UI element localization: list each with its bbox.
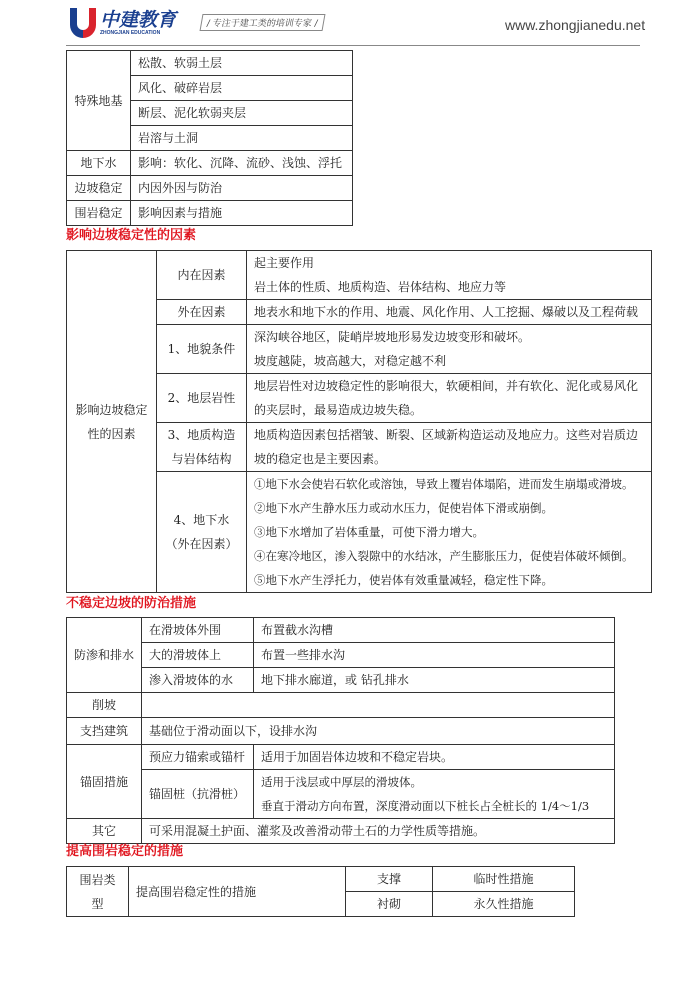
- cell: 在滑坡体外围: [142, 618, 254, 643]
- line: 深沟峡谷地区，陡峭岸坡地形易发边坡变形和破坏。: [254, 330, 531, 344]
- line: 适用于浅层或中厚层的滑坡体。: [261, 775, 422, 789]
- row-label: 其它: [67, 819, 142, 844]
- cell: 锚固桩（抗滑桩）: [142, 770, 254, 819]
- row-label: 边坡稳定: [67, 176, 131, 201]
- section-heading: 不稳定边坡的防治措施: [66, 596, 197, 611]
- summary-table: [66, 50, 353, 226]
- logo-text: 中建教育: [100, 9, 177, 31]
- cell: 内因外因与防治: [131, 176, 353, 201]
- cell: 围岩类型: [67, 867, 129, 917]
- cell: 适用于加固岩体边坡和不稳定岩块。: [254, 745, 615, 770]
- cell: 基础位于滑动面以下，设排水沟: [142, 718, 615, 745]
- factor: 4、地下水（外在因素）: [157, 472, 247, 593]
- cell: 渗入滑坡体的水: [142, 668, 254, 693]
- line: 岩土体的性质、地质构造、岩体结构、地应力等: [254, 280, 507, 294]
- cell: 影响因素与措施: [131, 201, 353, 226]
- surrounding-rock-table: [66, 866, 575, 917]
- cell: 永久性措施: [433, 892, 575, 917]
- prevention-table: [66, 617, 615, 844]
- cell: 支撑: [346, 867, 433, 892]
- line: ①地下水会使岩石软化或溶蚀，导致上覆岩体塌陷，进而发生崩塌或滑坡。: [254, 477, 634, 491]
- factor: 2、地层岩性: [157, 374, 247, 423]
- cell: 提高围岩稳定性的措施: [129, 867, 346, 917]
- section-heading: 影响边坡稳定性的因素: [66, 228, 197, 243]
- cell: 地下排水廊道，或 钻孔排水: [254, 668, 615, 693]
- row-label: 支挡建筑: [67, 718, 142, 745]
- cell: 布置一些排水沟: [254, 643, 615, 668]
- cell: 临时性措施: [433, 867, 575, 892]
- row-label: 防渗和排水: [67, 618, 142, 693]
- cell: 断层、泥化软弱夹层: [131, 101, 353, 126]
- cell: 大的滑坡体上: [142, 643, 254, 668]
- factor: 外在因素: [157, 300, 247, 325]
- cell: 影响：软化、沉降、流砂、浅蚀、浮托: [131, 151, 353, 176]
- line: 起主要作用: [254, 256, 315, 270]
- line: ②地下水产生静水压力或动水压力，促使岩体下滑或崩倒。: [254, 501, 553, 515]
- cell: 布置截水沟槽: [254, 618, 615, 643]
- line: ③地下水增加了岩体重量，可使下滑力增大。: [254, 525, 484, 539]
- main-label: 影响边坡稳定性的因素: [67, 251, 157, 593]
- row-label: 锚固措施: [67, 745, 142, 819]
- cell: 预应力锚索或锚杆: [142, 745, 254, 770]
- cell: 衬砌: [346, 892, 433, 917]
- brand-logo: [70, 8, 176, 38]
- cell: 松散、软弱土层: [131, 51, 353, 76]
- line: ⑤地下水产生浮托力，使岩体有效重量减轻，稳定性下降。: [254, 573, 553, 587]
- header-divider: [66, 45, 640, 46]
- line: 地质构造因素包括褶皱、断裂、区域新构造运动及地应力。这些对岩质边坡的稳定也是主要因素。: [254, 428, 639, 466]
- website-url: www.zhongjianedu.net: [505, 17, 646, 33]
- row-label: 地下水: [67, 151, 131, 176]
- slope-factors-table: [66, 250, 652, 593]
- row-label: 削坡: [67, 693, 142, 718]
- line: 地表水和地下水的作用、地震、风化作用、人工挖掘、爆破以及工程荷载: [254, 305, 639, 319]
- slogan: / 专注于建工类的培训专家 /: [200, 14, 326, 31]
- line: ④在寒冷地区，渗入裂隙中的水结冰，产生膨胀压力，促使岩体破坏倾倒。: [254, 549, 634, 563]
- special-label: 特殊地基: [67, 51, 131, 151]
- logo-subtext: ZHONGJIAN EDUCATION: [100, 30, 161, 36]
- line: 垂直于滑动方向布置，深度滑动面以下桩长占全桩长的 1/4～1/3: [261, 799, 590, 813]
- line: 地层岩性对边坡稳定性的影响很大，软硬相间，并有软化、泥化或易风化的夹层时，最易造成边坡失稳。: [254, 379, 639, 417]
- line: 坡度越陡，坡高越大，对稳定越不利: [254, 354, 447, 368]
- section-heading: 提高围岩稳定的措施: [66, 844, 184, 859]
- factor: 3、地质构造与岩体结构: [157, 423, 247, 472]
- cell: 岩溶与土洞: [131, 126, 353, 151]
- cell: 可采用混凝土护面、灌浆及改善滑动带土石的力学性质等措施。: [142, 819, 615, 844]
- factor: 内在因素: [157, 251, 247, 300]
- cell: 风化、破碎岩层: [131, 76, 353, 101]
- factor: 1、地貌条件: [157, 325, 247, 374]
- row-label: 围岩稳定: [67, 201, 131, 226]
- logo-u-icon: [70, 8, 96, 38]
